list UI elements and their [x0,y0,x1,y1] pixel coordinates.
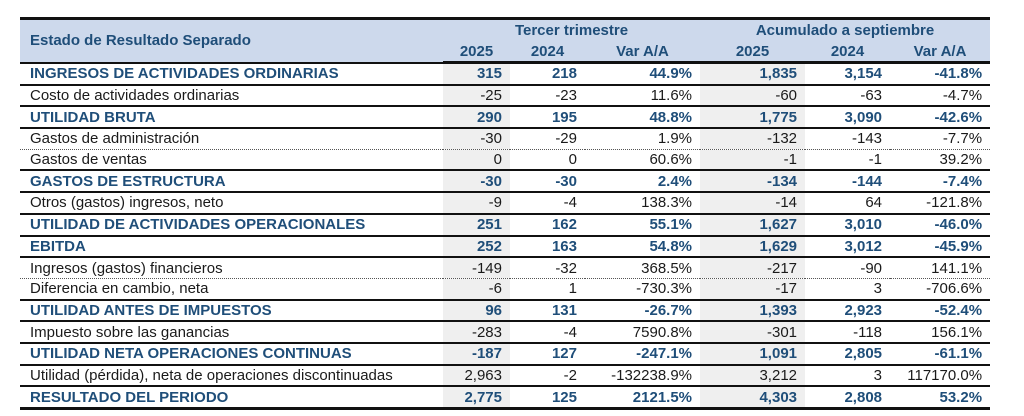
column-header-var-q: Var A/A [585,41,700,63]
cell-value: -17 [700,278,805,299]
cell-value: -42.6% [890,106,990,128]
cell-value: -132 [700,128,805,149]
cell-value: -2 [510,365,585,387]
table-row [20,192,990,214]
cell-value: -14 [700,192,805,214]
row-label: UTILIDAD NETA OPERACIONES CONTINUAS [20,343,443,365]
column-header-2025-q: 2025 [443,41,510,63]
cell-value: 162 [510,214,585,236]
cell-value: 3 [805,365,890,387]
cell-value: 1.9% [585,128,700,149]
row-label: Utilidad (pérdida), neta de operaciones discontinuadas [20,365,443,387]
cell-value: -52.4% [890,300,990,322]
cell-value: 163 [510,236,585,258]
income-statement-table [20,17,990,410]
cell-value: 4,303 [700,386,805,408]
cell-value: 55.1% [585,214,700,236]
cell-value: -4 [510,321,585,343]
row-label: Diferencia en cambio, neta [20,278,443,299]
cell-value: -63 [805,85,890,107]
cell-value: -46.0% [890,214,990,236]
table-row [20,170,990,192]
group-header-row [20,19,990,42]
cell-value: -6 [443,278,510,299]
cell-value: 3,010 [805,214,890,236]
cell-value: 368.5% [585,257,700,278]
cell-value: 54.8% [585,236,700,258]
cell-value: -30 [443,170,510,192]
column-header-var-ytd: Var A/A [890,41,990,63]
cell-value: 141.1% [890,257,990,278]
row-label: UTILIDAD DE ACTIVIDADES OPERACIONALES [20,214,443,236]
cell-value: 1 [510,278,585,299]
cell-value: 315 [443,63,510,85]
cell-value: -41.8% [890,63,990,85]
cell-value: -45.9% [890,236,990,258]
cell-value: 156.1% [890,321,990,343]
cell-value: 125 [510,386,585,408]
column-header-2025-ytd: 2025 [700,41,805,63]
cell-value: 1,393 [700,300,805,322]
cell-value: 0 [510,149,585,170]
row-label: Gastos de ventas [20,149,443,170]
cell-value: 195 [510,106,585,128]
table-row [20,278,990,299]
cell-value: 131 [510,300,585,322]
cell-value: -132238.9% [585,365,700,387]
table-row [20,365,990,387]
cell-value: -25 [443,85,510,107]
row-label: UTILIDAD ANTES DE IMPUESTOS [20,300,443,322]
row-label: Impuesto sobre las ganancias [20,321,443,343]
cell-value: -730.3% [585,278,700,299]
cell-value: -32 [510,257,585,278]
group-header-acumulado-septiembre: Acumulado a septiembre [700,19,990,42]
cell-value: -9 [443,192,510,214]
cell-value: 290 [443,106,510,128]
cell-value: 53.2% [890,386,990,408]
cell-value: 117170.0% [890,365,990,387]
cell-value: -134 [700,170,805,192]
cell-value: -283 [443,321,510,343]
table-row [20,85,990,107]
cell-value: 2,923 [805,300,890,322]
cell-value: 2,805 [805,343,890,365]
cell-value: -144 [805,170,890,192]
cell-value: -26.7% [585,300,700,322]
table-row [20,257,990,278]
table-title: Estado de Resultado Separado [20,19,443,63]
cell-value: 2121.5% [585,386,700,408]
cell-value: -30 [510,170,585,192]
cell-value: 3,090 [805,106,890,128]
cell-value: -23 [510,85,585,107]
cell-value: 39.2% [890,149,990,170]
cell-value: -7.7% [890,128,990,149]
cell-value: -217 [700,257,805,278]
cell-value: -121.8% [890,192,990,214]
table-row [20,236,990,258]
cell-value: -1 [700,149,805,170]
cell-value: 48.8% [585,106,700,128]
cell-value: -301 [700,321,805,343]
row-label: GASTOS DE ESTRUCTURA [20,170,443,192]
cell-value: -7.4% [890,170,990,192]
cell-value: 127 [510,343,585,365]
cell-value: 1,627 [700,214,805,236]
cell-value: 7590.8% [585,321,700,343]
row-label: EBITDA [20,236,443,258]
cell-value: -29 [510,128,585,149]
cell-value: 2,808 [805,386,890,408]
cell-value: 44.9% [585,63,700,85]
cell-value: -90 [805,257,890,278]
table-row [20,128,990,149]
row-label: Costo de actividades ordinarias [20,85,443,107]
cell-value: 1,091 [700,343,805,365]
cell-value: -247.1% [585,343,700,365]
cell-value: 96 [443,300,510,322]
cell-value: 64 [805,192,890,214]
table-row [20,106,990,128]
cell-value: 1,835 [700,63,805,85]
row-label: Ingresos (gastos) financieros [20,257,443,278]
cell-value: -4 [510,192,585,214]
row-label: INGRESOS DE ACTIVIDADES ORDINARIAS [20,63,443,85]
group-header-tercer-trimestre: Tercer trimestre [443,19,700,42]
table-body [20,63,990,409]
cell-value: -4.7% [890,85,990,107]
cell-value: -1 [805,149,890,170]
cell-value: -30 [443,128,510,149]
cell-value: 3 [805,278,890,299]
cell-value: -118 [805,321,890,343]
row-label: UTILIDAD BRUTA [20,106,443,128]
row-label: RESULTADO DEL PERIODO [20,386,443,408]
cell-value: 3,012 [805,236,890,258]
cell-value: -706.6% [890,278,990,299]
column-header-2024-ytd: 2024 [805,41,890,63]
cell-value: -149 [443,257,510,278]
row-label: Gastos de administración [20,128,443,149]
row-label: Otros (gastos) ingresos, neto [20,192,443,214]
table-row [20,63,990,85]
table-row [20,214,990,236]
column-header-2024-q: 2024 [510,41,585,63]
cell-value: 138.3% [585,192,700,214]
table-header [20,19,990,63]
cell-value: 251 [443,214,510,236]
cell-value: 60.6% [585,149,700,170]
table-row [20,343,990,365]
cell-value: 3,212 [700,365,805,387]
cell-value: 0 [443,149,510,170]
table-row [20,321,990,343]
cell-value: 2,963 [443,365,510,387]
cell-value: 218 [510,63,585,85]
income-statement [20,17,990,410]
cell-value: -60 [700,85,805,107]
cell-value: 1,629 [700,236,805,258]
cell-value: -61.1% [890,343,990,365]
cell-value: -187 [443,343,510,365]
cell-value: 2.4% [585,170,700,192]
table-row [20,300,990,322]
table-row [20,149,990,170]
cell-value: -143 [805,128,890,149]
cell-value: 1,775 [700,106,805,128]
cell-value: 11.6% [585,85,700,107]
cell-value: 2,775 [443,386,510,408]
table-row [20,386,990,408]
cell-value: 3,154 [805,63,890,85]
cell-value: 252 [443,236,510,258]
